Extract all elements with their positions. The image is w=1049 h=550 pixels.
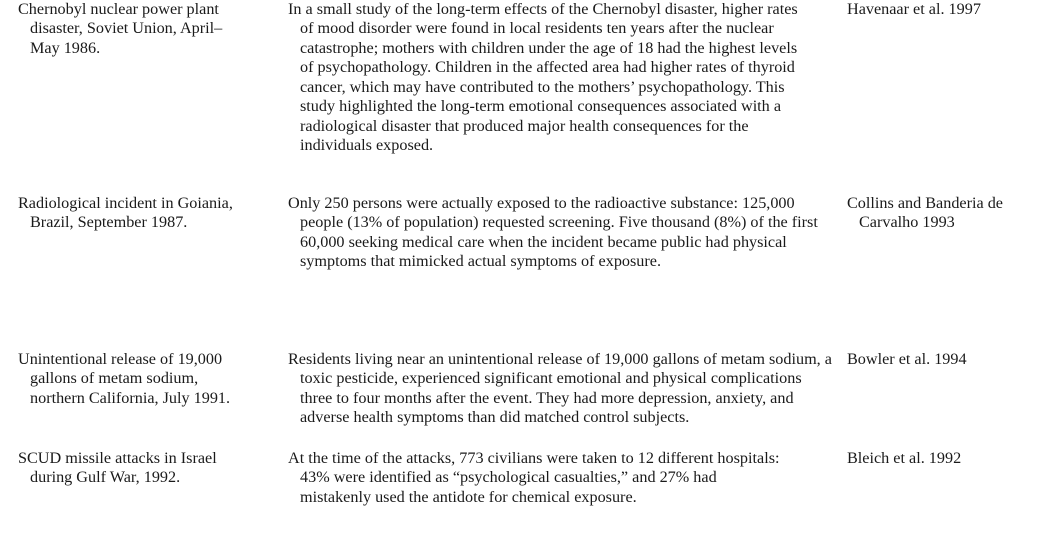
reference-text: Bleich et al. 1992 xyxy=(847,449,962,467)
event-cell xyxy=(0,350,270,449)
event-text: Chernobyl nuclear power plant disaster, Soviet Union, April–May 1986. xyxy=(18,0,223,57)
description-cell xyxy=(270,350,832,449)
description-text: Only 250 persons were actually exposed to the radioactive substance: 125,000 people (13% of population) requested screening. Five thousand (8%) of the first 60,000 seeking medical care when the incident became public had physical symptoms that mimicked actual symptoms of exposure. xyxy=(288,194,818,271)
description-cell xyxy=(270,194,829,350)
event-cell xyxy=(0,194,270,350)
event-text: Radiological incident in Goiania, Brazil, September 1987. xyxy=(18,194,233,232)
event-text: Unintentional release of 19,000 gallons of metam sodium, northern California, July 1991. xyxy=(18,350,231,407)
event-cell xyxy=(0,449,270,549)
event-cell xyxy=(0,0,270,194)
event-text: SCUD missile attacks in Israel during Gulf War, 1992. xyxy=(18,449,217,487)
reference-cell xyxy=(829,0,1049,194)
reference-text: Bowler et al. 1994 xyxy=(847,350,967,368)
table-row xyxy=(0,194,1049,350)
description-text: In a small study of the long-term effects of the Chernobyl disaster, higher rates of mood disorder were found in local residents ten years after the nuclear catastrophe; mothers with children under the age of 18 had the highest levels of psychopathology. Children in the affected area had higher rates of thyroid cancer, which may have contributed to the mothers’ psychopathology. This study highlighted the long-term emotional consequences associated with a radiological disaster that produced major health consequences for the individuals exposed. xyxy=(288,0,798,155)
table-row xyxy=(0,350,1049,449)
reference-cell xyxy=(829,194,1049,350)
description-cell xyxy=(270,449,829,549)
reference-text: Collins and Banderia de Carvalho 1993 xyxy=(847,194,1003,232)
reference-text: Havenaar et al. 1997 xyxy=(847,0,981,18)
reference-cell xyxy=(829,350,1049,449)
description-text: At the time of the attacks, 773 civilians were taken to 12 different hospitals: 43% were identified as “psychological casualties,” and 27% had mistakenly used the antidote for chemical exposure. xyxy=(288,449,780,506)
table-row xyxy=(0,449,1049,549)
table-row xyxy=(0,0,1049,194)
reference-cell xyxy=(829,449,1049,549)
description-cell xyxy=(270,0,829,194)
description-text: Residents living near an unintentional release of 19,000 gallons of metam sodium, a toxic pesticide, experienced significant emotional and physical complications three to four months after the event. They had more depression, anxiety, and adverse health symptoms than did matched control subjects. xyxy=(288,350,832,427)
